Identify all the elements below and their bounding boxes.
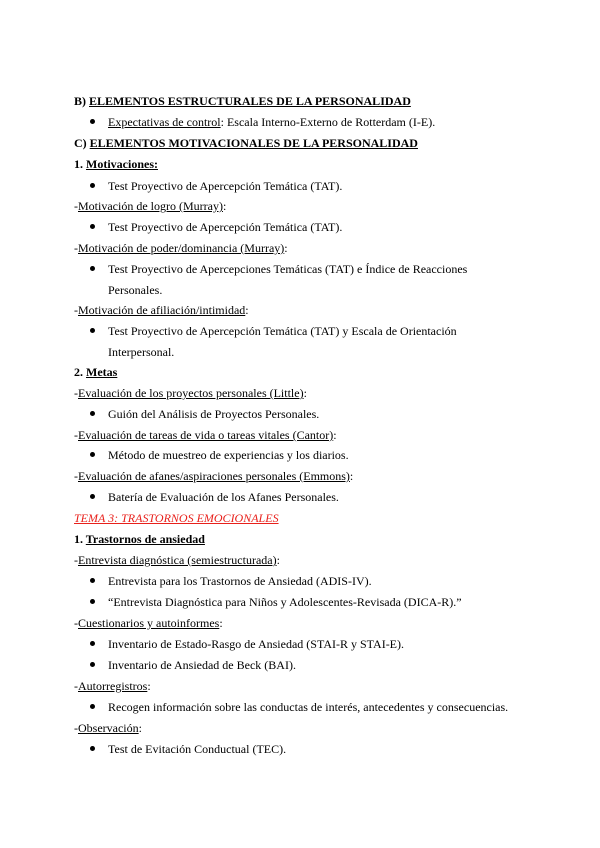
dash: -: [74, 553, 78, 567]
bullet: [90, 179, 98, 187]
heading-number: 2.: [74, 365, 83, 379]
list-item: Guión del Análisis de Proyectos Personales.: [108, 407, 320, 421]
heading-number: 1.: [74, 532, 83, 546]
heading-number: 1.: [74, 157, 83, 171]
item-label: Expectativas de control: [108, 115, 221, 129]
heading-b-title: ELEMENTOS ESTRUCTURALES DE LA PERSONALIDAD: [89, 94, 411, 108]
subheading-afanes: [74, 469, 353, 484]
subheading-label: Motivación de logro (Murray): [78, 199, 223, 213]
colon: :: [349, 469, 354, 483]
heading-title: Motivaciones:: [86, 157, 158, 171]
subheading-label: Evaluación de tareas de vida o tareas vitales (Cantor): [78, 428, 334, 442]
list-item: [108, 115, 435, 130]
subheading-label: Cuestionarios y autoinformes: [78, 616, 220, 630]
heading-ansiedad: [74, 532, 205, 547]
subheading-proyectos: [74, 386, 307, 401]
heading-b-prefix: B): [74, 94, 86, 108]
dash: -: [74, 428, 78, 442]
colon: :: [147, 679, 151, 693]
subheading-observacion: [74, 721, 142, 736]
list-item-continuation: Personales.: [108, 283, 163, 297]
bullet: [90, 262, 98, 270]
colon: :: [276, 553, 280, 567]
heading-title: Trastornos de ansiedad: [85, 532, 205, 546]
heading-c-title: ELEMENTOS MOTIVACIONALES DE LA PERSONALIDAD: [89, 136, 418, 150]
bullet: [90, 595, 98, 603]
item-text: : Escala Interno-Externo de Rotterdam (I-E).: [220, 115, 436, 129]
subheading-label: Evaluación de los proyectos personales (Little): [78, 386, 304, 400]
subheading-label: Entrevista diagnóstica (semiestructurada): [78, 553, 277, 567]
bullet: [90, 448, 98, 456]
bullet: [90, 637, 98, 645]
list-item-continuation: Interpersonal.: [108, 345, 175, 359]
heading-c: [74, 136, 418, 151]
colon: :: [222, 199, 227, 213]
bullet: [90, 574, 98, 582]
dash: -: [74, 616, 78, 630]
bullet: [90, 220, 98, 228]
bullet: [90, 490, 98, 498]
subheading-label: Motivación de poder/dominancia (Murray): [78, 241, 285, 255]
colon: :: [245, 303, 249, 317]
subheading-label: Motivación de afiliación/intimidad: [78, 303, 246, 317]
heading-title: Metas: [86, 365, 118, 379]
subheading-entrevista: [74, 553, 280, 568]
bullet: [90, 115, 98, 123]
heading-motivaciones: [74, 157, 158, 172]
dash: -: [74, 721, 78, 735]
bullet: [90, 324, 98, 332]
list-item: Test Proyectivo de Apercepción Temática (TAT).: [108, 179, 343, 193]
list-item: Test Proyectivo de Apercepción Temática (TAT) y Escala de Orientación: [108, 324, 457, 338]
subheading-logro: [74, 199, 226, 214]
heading-metas: [74, 365, 117, 380]
list-item: Test Proyectivo de Apercepciones Temáticas (TAT) e Índice de Reacciones: [108, 262, 468, 276]
subheading-label: Autorregistros: [78, 679, 148, 693]
list-item: Inventario de Ansiedad de Beck (BAI).: [108, 658, 296, 672]
subheading-label: Evaluación de afanes/aspiraciones personales (Emmons): [78, 469, 350, 483]
list-item: Método de muestreo de experiencias y los diarios.: [108, 448, 349, 462]
dash: -: [74, 679, 78, 693]
bullet: [90, 742, 98, 750]
colon: :: [219, 616, 223, 630]
list-item: Test Proyectivo de Apercepción Temática (TAT).: [108, 220, 343, 234]
bullet: [90, 700, 98, 708]
colon: :: [333, 428, 337, 442]
list-item: “Entrevista Diagnóstica para Niños y Adolescentes-Revisada (DICA-R).”: [108, 595, 462, 609]
dash: -: [74, 241, 78, 255]
bullet: [90, 658, 98, 666]
colon: :: [303, 386, 307, 400]
subheading-afiliacion: [74, 303, 249, 318]
list-item: Recogen información sobre las conductas de interés, antecedentes y consecuencias.: [108, 700, 509, 714]
dash: -: [74, 469, 78, 483]
subheading-autorregistros: [74, 679, 151, 694]
list-item: Batería de Evaluación de los Afanes Personales.: [108, 490, 339, 504]
heading-c-prefix: C): [74, 136, 87, 150]
dash: -: [74, 199, 78, 213]
list-item: Inventario de Estado-Rasgo de Ansiedad (STAI-R y STAI-E).: [108, 637, 405, 651]
heading-b: [74, 94, 411, 109]
dash: -: [74, 303, 78, 317]
colon: :: [138, 721, 142, 735]
subheading-label: Observación: [78, 721, 139, 735]
tema-3-title: TEMA 3: TRASTORNOS EMOCIONALES: [74, 511, 279, 525]
list-item: Entrevista para los Trastornos de Ansiedad (ADIS-IV).: [108, 574, 372, 588]
subheading-tareas: [74, 428, 337, 443]
list-item: Test de Evitación Conductual (TEC).: [108, 742, 287, 756]
dash: -: [74, 386, 78, 400]
colon: :: [284, 241, 288, 255]
subheading-cuestionarios: [74, 616, 223, 631]
bullet: [90, 407, 98, 415]
subheading-poder: [74, 241, 288, 256]
